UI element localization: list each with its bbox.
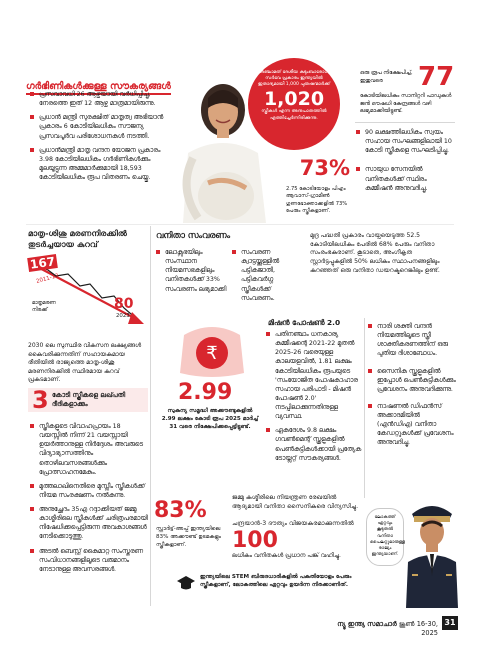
mortality-start-year: 2011-13	[35, 273, 60, 285]
list-item: ഏകദേശം 9.8 ലക്ഷം ഗവൺമെന്റ് സ്കൂളുകളിൽ പെൺകുട്ടികൾക്കായി പ്രത്യേക ടോയ്ലറ്റ് സൗകര്യങ്ങൾ.	[266, 426, 362, 463]
lower-left-bullet-list	[30, 422, 148, 579]
list-item: മുത്തലാഖിനെതിരെ മുസ്ലീം സ്ത്രീകൾക്ക് നിയമ സംരക്ഷണം നൽകുന്നു.	[30, 482, 148, 500]
pilot-speech-bubble: ലോകത്ത് ഏറ്റവും കൂടുതൽ വനിതാ പൈലറ്റുമാരുള്ള രാജ്യം ഇന്ത്യയാണ്.	[366, 508, 404, 566]
list-item: അനുച്ഛേദം 35എ റദ്ദാക്കിയത് ജമ്മു കാശ്മീരിലെ സ്ത്രീകൾക്ക് ചരിത്രപരമായി നിഷേധിക്കപ്പെട്ടിരുന്ന അവകാശങ്ങൾ നേടിക്കൊടുത്തു.	[30, 505, 148, 542]
list-item: 90 ലക്ഷത്തിലധികം സ്വയം സഹായ സംഘങ്ങളിലായി 10 കോടി സ്ത്രീകളെ സംഘടിപ്പിച്ചു.	[356, 128, 452, 155]
publication-name: ന്യൂ ഇന്ത്യ സമാചാർ	[337, 620, 397, 628]
startup-stat-text: സ്റ്റാർട്ട്-അപ്പ് ഇന്ത്യയിലെ 83% അക്കൗണ്ട് ഉടമകളും സ്ത്രീകളാണ്.	[156, 526, 221, 548]
chandrayaan-number: 100	[232, 528, 278, 553]
page-number: 31	[442, 616, 458, 630]
poshan-title: മിഷൻ പോഷൺ 2.0	[268, 318, 341, 327]
right-bullet-list	[356, 128, 452, 198]
list-item: നാരി ശക്തി വന്ദൻ നിയമത്തിലൂടെ സ്ത്രീ ശാക്തീകരണത്തിന് ഒരു പുതിയ ദിശാബോധം.	[368, 322, 456, 359]
footer	[0, 612, 480, 654]
reservation-title: വനിതാ സംവരണം	[156, 230, 230, 240]
sanitary-pad-number: 77	[418, 62, 455, 92]
reservation-col2	[232, 248, 302, 308]
list-item: അടൽ ബെസ്റ്റ് കൈമാറ്റ സംസ്കരണ സംവിധാനങ്ങളിലൂടെ വരുമാനം നേടാനുള്ള അവസരങ്ങൾ.	[30, 547, 148, 574]
far-right-bullet-list	[368, 322, 456, 453]
sanitary-pad-text: കോടിയിലധികം സാനിറ്ററി പാഡുകൾ ജൻ ഔഷധി കേന്ദ്രങ്ങൾ വഴി ലഭ്യമാക്കിയിട്ടുണ്ട്.	[360, 93, 452, 115]
graduate-cap-icon	[176, 573, 196, 593]
sex-ratio-circle: അഞ്ചാമത് ദേശീയ കുടുംബാരോഗ്യ സർവേ പ്രകാരം ഇന്ത്യയിൽ ഇതാദ്യമായി 1,000 പുരുഷന്മാർക്ക് 1,020 സ്ത്രീകൾ എന്ന അനുപാതത്തിൽ എത്തിച്ചേർന്നിരിക്കുന്നു.	[248, 58, 340, 150]
list-item: സ്ത്രീകളുടെ വിവാഹപ്രായം 18 വയസ്സിൽ നിന്ന് 21 വയസ്സായി ഉയർത്താനുള്ള നിർദ്ദേശം അവരുടെ വിദ്യാഭ്യാസത്തിനും തൊഴിലവസരങ്ങൾക്കും പ്രോത്സാഹനമേകും.	[30, 422, 148, 477]
housing-stat: 73%	[299, 156, 350, 180]
mortality-end-year: 2023	[116, 313, 130, 319]
stem-note: ഇന്ത്യയിലെ STEM ബിരുദധാരികളിൽ പകുതിയോളം പേരും സ്ത്രീകളാണ്, ലോകത്തിലെ ഏറ്റവും ഉയർന്ന നിരക്കാണിത്.	[200, 574, 352, 588]
kashmir-text: ജമ്മു കശ്മീരിലെ നിയന്ത്രണ രേഖയിൽ ആദ്യമായി വനിതാ സൈനികരെ വിന്യസിച്ചു.	[232, 494, 359, 510]
divider	[364, 318, 365, 498]
mortality-end-value: 80	[114, 296, 134, 312]
list-item: നാഷണൽ ഡിഫൻസ് അക്കാദമിയിൽ (എൻഡിഎ) വനിതാ കേഡറ്റുകൾക്ക് പ്രവേശനം അനുവദിച്ചു.	[368, 402, 456, 448]
divider	[26, 224, 454, 225]
mortality-caption: മാതൃമരണ നിരക്ക്	[32, 300, 56, 313]
divider	[355, 122, 455, 123]
lakhpati-didi-block: 3 കോടി സ്ത്രീകളെ ലഖ്പതി ദീദികളാക്കും	[28, 388, 148, 412]
pregnancy-bullet-list	[30, 90, 165, 187]
chandrayaan-post: ലധികം വനിതകൾ പ്രധാന പങ്ക് വഹിച്ചു.	[232, 552, 341, 559]
list-item: പ്രധാൻ മന്ത്രി സുരക്ഷിത് മാതൃത്വ അഭിയാൻ പ്രകാരം 6 കോടിയിലധികം സൗജന്യ പ്രസവപൂർവ പരിശോധനകൾ നടത്തി.	[30, 113, 165, 140]
reservation-col1	[156, 248, 228, 299]
mortality-start-value: 167	[29, 254, 56, 272]
mortality-body: 2030 ലെ സുസ്ഥിര വികസന ലക്ഷ്യങ്ങൾ കൈവരിക്കുന്നതിന് സഹായകമായ രീതിയിൽ രാജ്യത്തെ മാതൃ-ശിശു മരണനിരക്കിൽ സ്ഥിരമായ കുറവ് പ്രകടമാണ്.	[28, 342, 142, 384]
mortality-title: മാതൃ-ശിശു മരണനിരക്കിൽ തുടർച്ചയായ കുറവ്	[28, 228, 128, 249]
chandrayaan-pre: ചന്ദ്രയാൻ-3 ദൗത്യം വിജയകരമാക്കുന്നതിൽ	[232, 520, 354, 527]
list-item: ലോക്സഭയിലും സംസ്ഥാന നിയമസഭകളിലും വനിതകൾക്ക് 33% സംവരണം ലഭ്യമാക്കി	[156, 248, 228, 294]
sukanya-number: 2.99	[178, 380, 233, 405]
sanitary-pad-prefix: ഒരു രൂപ നിക്ഷേപിച്ച്, ഇതുവരെ	[360, 70, 413, 84]
poshan-bullet-list	[266, 330, 362, 468]
woman-pilot-photo	[404, 496, 460, 608]
list-item: പ്രധാൻമന്ത്രി മാതൃ വന്ദന യോജന പ്രകാരം 3.98 കോടിയിലധികം ഗർഭിണികൾക്കും മുലയൂട്ടുന്ന അമ്മമാർക്കുമായി 18,593 കോടിയിലധികം രൂപ വിതരണം ചെയ്തു.	[30, 146, 165, 183]
page-heading: ഗർഭിണികൾക്കുള്ള സൗകര്യങ്ങൾ	[26, 74, 286, 93]
divider	[150, 226, 151, 606]
list-item: സൈനിക സ്കൂളുകളിൽ ഇപ്പോൾ പെൺകുട്ടികൾക്കും പ്രവേശനം അനുവദിക്കുന്നു.	[368, 367, 456, 394]
list-item: സായുധ സേനയിൽ വനിതകൾക്ക് സ്ഥിരം കമ്മീഷൻ അനുവദിച്ചു.	[356, 165, 452, 192]
housing-stat-text: 2.75 കോടിയോളം പിഎം ആവാസ്-ഗ്രാമീൺ ഗുണഭോക്താക്കളിൽ 73% പേരും സ്ത്രീകളാണ്.	[286, 186, 348, 215]
list-item: പ്രസവാവധി 26 ആഴ്ചയായി വർധിപ്പിച്ചു, നേരത്തെ ഇത് 12 ആഴ്ച മാത്രമായിരുന്നു.	[30, 90, 165, 108]
sukanya-text: സുകന്യ സമൃദ്ധി അക്കൗണ്ടുകളിൽ 2.99 ലക്ഷം കോടി രൂപ 2025 മാർച്ച് 31 വരെ നിക്ഷേപിക്കപ്പെട്ടിട്ടുണ്ട്.	[161, 408, 259, 430]
startup-stat-number: 83%	[154, 498, 207, 523]
mudra-text: മുദ്ര പദ്ധതി പ്രകാരം വായ്പയെടുത്ത 52.5 കോടിയിലധികം പേരിൽ 68% പേരും വനിതാ സംരംഭകരാണ്. കൂടാതെ, അംഗീകൃത സ്റ്റാർട്ടപ്പുകളിൽ 50% ലധികം സ്ഥാപനങ്ങളിലും കുറഞ്ഞത് ഒരു വനിതാ ഡയറക്ടറെങ്കിലും ഉണ്ട്.	[310, 232, 440, 274]
publication-date: ജൂൺ 16-30, 2025	[398, 620, 438, 637]
list-item: സംവരണ ക്വാട്ടയ്ക്കുള്ളിൽ പട്ടികജാതി, പട്ടികവർഗ്ഗ സ്ത്രീകൾക്ക് സംവരണം.	[232, 248, 302, 303]
list-item: പതിനഞ്ചാം ധനകാര്യ കമ്മീഷന്റെ 2021-22 മുതൽ 2025-26 വരെയുള്ള കാലയളവിൽ, 1.81 ലക്ഷം കോടിയിലധികം രൂപയുടെ 'സംയോജിത പോഷകാഹാര സഹായ പരിപാടി - മിഷൻ പോഷൺ 2.0' നടപ്പിലാക്കുന്നതിനുള്ള വ്യവസ്ഥ.	[266, 330, 362, 421]
rupee-icon	[174, 315, 250, 381]
svg-text:₹: ₹	[206, 343, 218, 364]
